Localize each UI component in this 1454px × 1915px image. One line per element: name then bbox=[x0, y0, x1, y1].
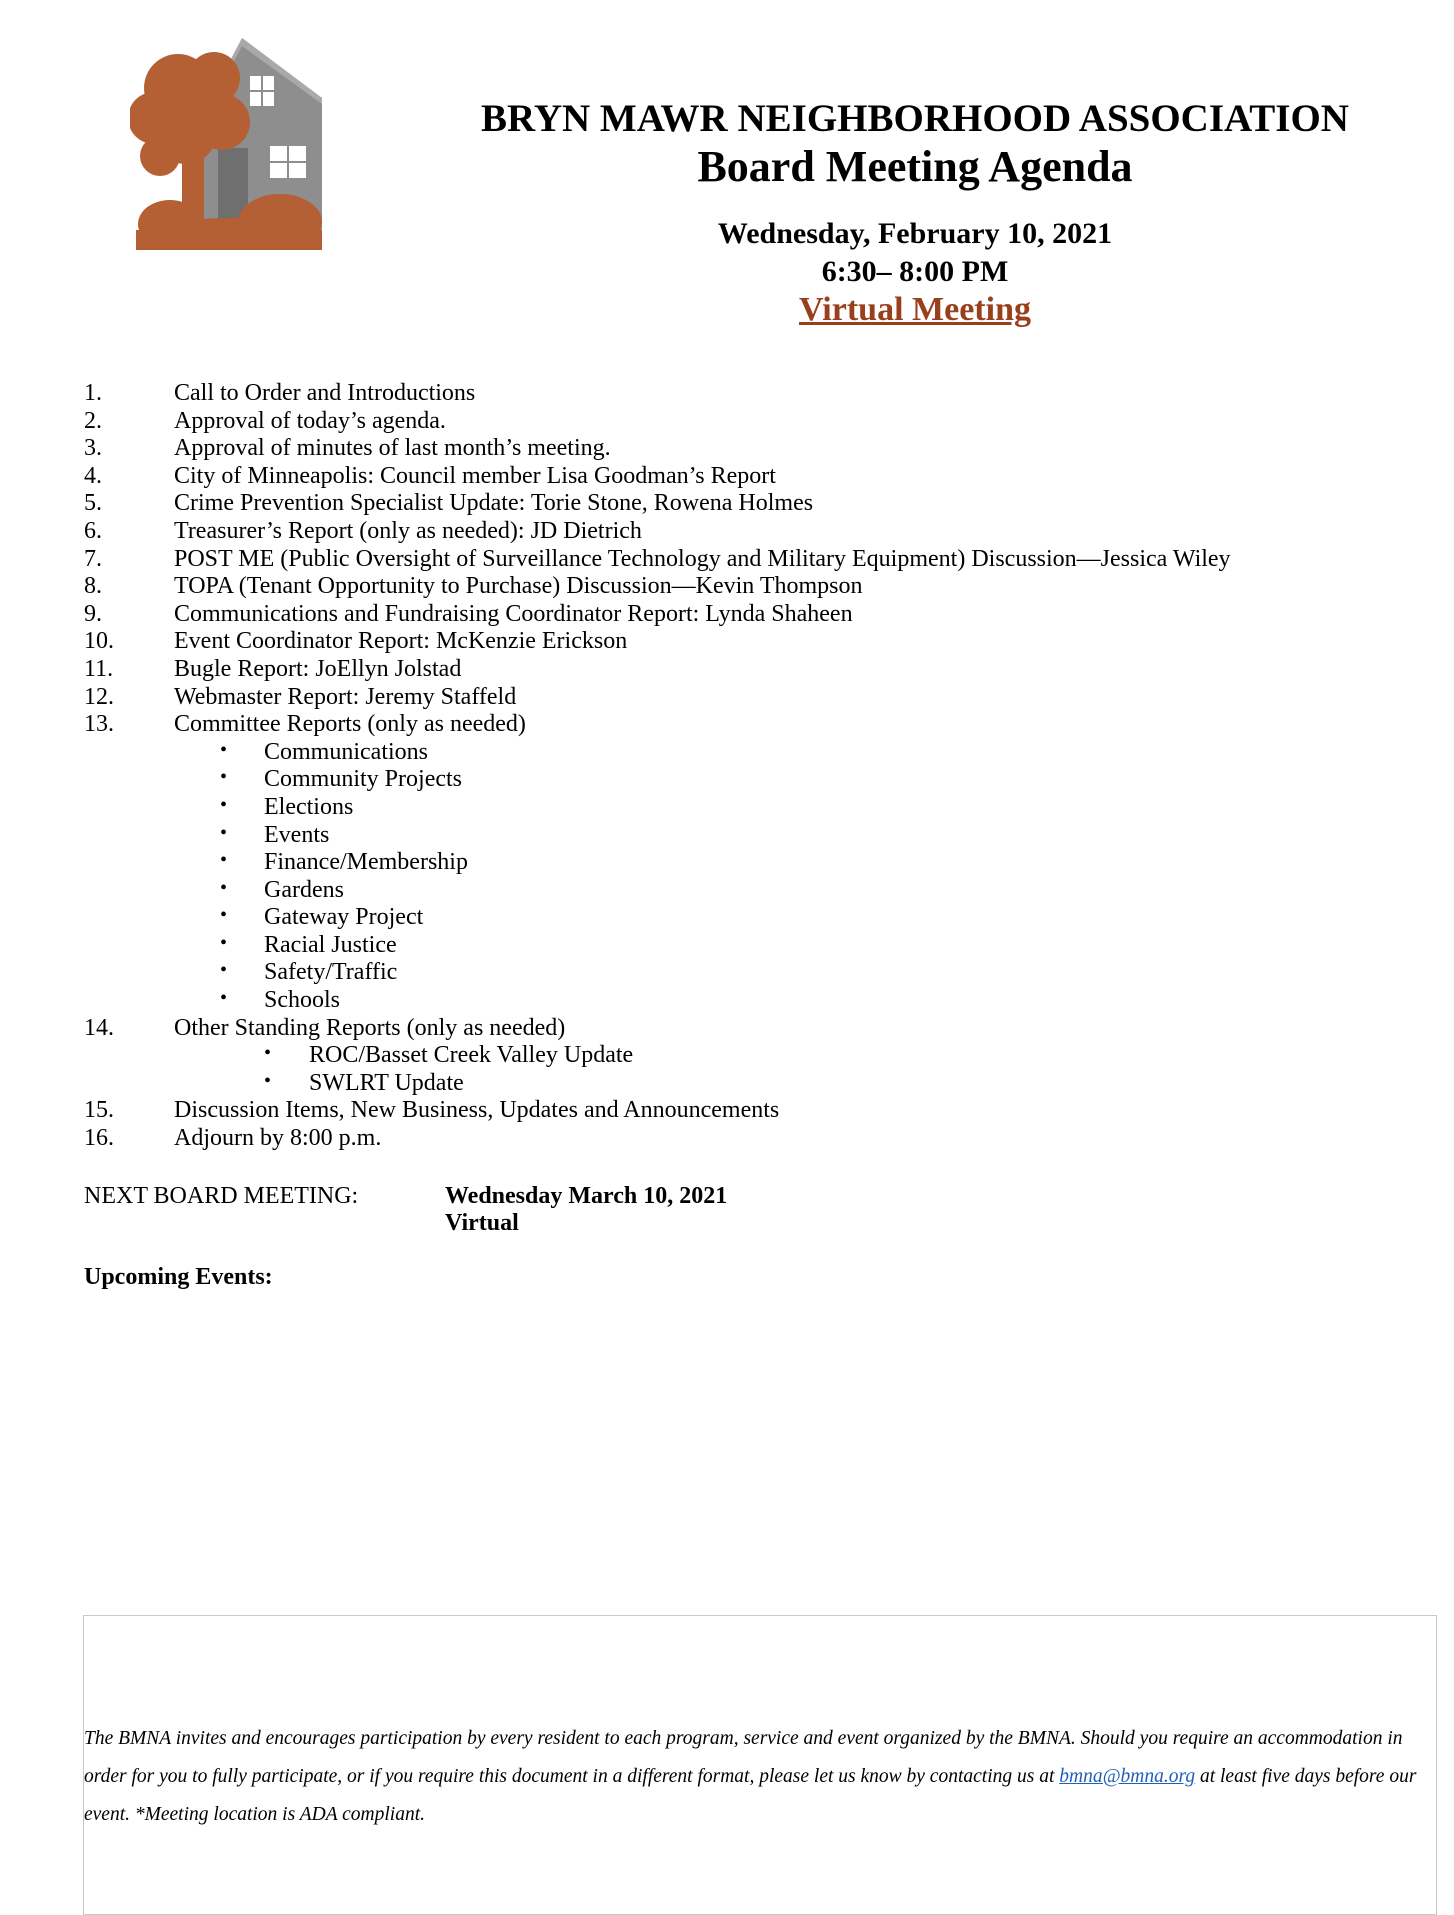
item-number: 8. bbox=[84, 573, 102, 600]
notice-text-after: at least five days before our event. *Meeting location is ADA compliant. bbox=[84, 1765, 1417, 1825]
agenda-item bbox=[84, 518, 1424, 546]
next-meeting-format: Virtual bbox=[445, 1210, 519, 1236]
agenda-item bbox=[84, 1097, 1424, 1125]
bullet-icon: • bbox=[220, 849, 228, 872]
agenda-item bbox=[84, 490, 1424, 518]
committee-name: Schools bbox=[264, 987, 341, 1014]
bullet-icon: • bbox=[264, 1042, 272, 1065]
committee-item bbox=[84, 766, 1424, 794]
bullet-icon: • bbox=[220, 959, 228, 982]
committee-item bbox=[84, 904, 1424, 932]
standing-report-name: ROC/Basset Creek Valley Update bbox=[309, 1042, 634, 1069]
item-text: Call to Order and Introductions bbox=[174, 380, 476, 406]
bmna-logo bbox=[130, 38, 322, 250]
item-text: Committee Reports (only as needed) bbox=[174, 711, 526, 738]
bullet-icon: • bbox=[220, 904, 228, 927]
committee-name: Racial Justice bbox=[264, 931, 397, 958]
committee-name: Community Projects bbox=[264, 766, 462, 793]
committee-item bbox=[84, 822, 1424, 850]
contact-email-link[interactable]: bmna@bmna.org bbox=[1059, 1765, 1196, 1787]
item-text: TOPA (Tenant Opportunity to Purchase) Discussion—Kevin Thompson bbox=[174, 573, 863, 600]
item-number: 16. bbox=[84, 1125, 114, 1152]
agenda-item bbox=[84, 601, 1424, 629]
item-number: 3. bbox=[84, 435, 102, 462]
committee-item bbox=[84, 959, 1424, 987]
bullet-icon: • bbox=[220, 876, 228, 899]
item-text: Adjourn by 8:00 p.m. bbox=[174, 1125, 382, 1152]
item-number: 9. bbox=[84, 600, 102, 627]
item-text: Crime Prevention Specialist Update: Torie Stone, Rowena Holmes bbox=[174, 490, 814, 517]
agenda-item bbox=[84, 1015, 1424, 1043]
agenda-item bbox=[84, 711, 1424, 739]
agenda-item bbox=[84, 408, 1424, 436]
item-text: Bugle Report: JoEllyn Jolstad bbox=[174, 655, 462, 682]
item-text: Other Standing Reports (only as needed) bbox=[174, 1014, 566, 1041]
item-text: POST ME (Public Oversight of Surveillance Technology and Military Equipment) Discussion—Jessica Wiley bbox=[174, 545, 1231, 572]
committee-name: Gardens bbox=[264, 876, 344, 903]
item-number: 1. bbox=[84, 380, 102, 406]
agenda-item bbox=[84, 684, 1424, 712]
item-number: 10. bbox=[84, 628, 114, 655]
item-number: 12. bbox=[84, 683, 114, 710]
item-number: 5. bbox=[84, 490, 102, 517]
committee-item bbox=[84, 739, 1424, 767]
committee-name: Gateway Project bbox=[264, 904, 424, 931]
committee-item bbox=[84, 987, 1424, 1015]
item-text: Treasurer’s Report (only as needed): JD Dietrich bbox=[174, 517, 642, 544]
committee-item bbox=[84, 877, 1424, 905]
bullet-icon: • bbox=[220, 793, 228, 816]
meeting-time: 6:30– 8:00 PM bbox=[821, 255, 1009, 288]
committee-name: Communications bbox=[264, 738, 428, 765]
bullet-icon: • bbox=[220, 738, 228, 761]
upcoming-events-heading: Upcoming Events: bbox=[84, 1264, 273, 1290]
item-number: 11. bbox=[84, 655, 114, 682]
bullet-icon: • bbox=[264, 1069, 272, 1092]
standing-report-item bbox=[84, 1042, 1424, 1070]
bullet-icon: • bbox=[220, 766, 228, 789]
agenda-item bbox=[84, 628, 1424, 656]
item-text: Discussion Items, New Business, Updates and Announcements bbox=[174, 1097, 780, 1124]
next-meeting-date: Wednesday March 10, 2021 bbox=[445, 1183, 728, 1209]
item-text: Approval of today’s agenda. bbox=[174, 407, 446, 434]
document-title: Board Meeting Agenda bbox=[697, 142, 1133, 191]
item-text: Webmaster Report: Jeremy Staffeld bbox=[174, 683, 517, 710]
next-meeting-label: NEXT BOARD MEETING: bbox=[84, 1183, 359, 1209]
notice-text-before: The BMNA invites and encourages participation by every resident to each program, service and event organized by the BMNA. Should you require an accommodation in order for you to fully participate, or if you require this document in a different format, please let us know by contacting us at bbox=[84, 1727, 1403, 1787]
item-number: 14. bbox=[84, 1014, 114, 1041]
committee-item bbox=[84, 849, 1424, 877]
agenda-item bbox=[84, 1125, 1424, 1153]
organization-name: BRYN MAWR NEIGHBORHOOD ASSOCIATION bbox=[481, 97, 1349, 140]
bullet-icon: • bbox=[220, 931, 228, 954]
item-text: Approval of minutes of last month’s meeting. bbox=[174, 435, 611, 462]
standing-report-name: SWLRT Update bbox=[309, 1069, 464, 1096]
item-number: 2. bbox=[84, 407, 102, 434]
committee-name: Finance/Membership bbox=[264, 849, 468, 876]
item-number: 13. bbox=[84, 711, 114, 738]
agenda-list bbox=[84, 380, 1424, 1153]
item-text: Event Coordinator Report: McKenzie Erickson bbox=[174, 628, 628, 655]
agenda-item bbox=[84, 656, 1424, 684]
item-text: Communications and Fundraising Coordinator Report: Lynda Shaheen bbox=[174, 600, 853, 627]
agenda-item bbox=[84, 380, 1424, 408]
item-text: City of Minneapolis: Council member Lisa Goodman’s Report bbox=[174, 462, 776, 489]
meeting-location: Virtual Meeting bbox=[799, 291, 1031, 328]
agenda-item bbox=[84, 463, 1424, 491]
bullet-icon: • bbox=[220, 987, 228, 1010]
committee-name: Safety/Traffic bbox=[264, 959, 398, 986]
agenda-item bbox=[84, 573, 1424, 601]
committee-item bbox=[84, 932, 1424, 960]
committee-name: Elections bbox=[264, 793, 354, 820]
meeting-date: Wednesday, February 10, 2021 bbox=[717, 217, 1113, 250]
accessibility-notice bbox=[84, 1720, 1429, 1834]
committee-item bbox=[84, 794, 1424, 822]
item-number: 4. bbox=[84, 462, 102, 489]
item-number: 6. bbox=[84, 517, 102, 544]
item-number: 15. bbox=[84, 1097, 114, 1124]
item-number: 7. bbox=[84, 545, 102, 572]
bullet-icon: • bbox=[220, 821, 228, 844]
standing-report-item bbox=[84, 1070, 1424, 1098]
committee-name: Events bbox=[264, 821, 330, 848]
agenda-item bbox=[84, 546, 1424, 574]
agenda-item bbox=[84, 435, 1424, 463]
